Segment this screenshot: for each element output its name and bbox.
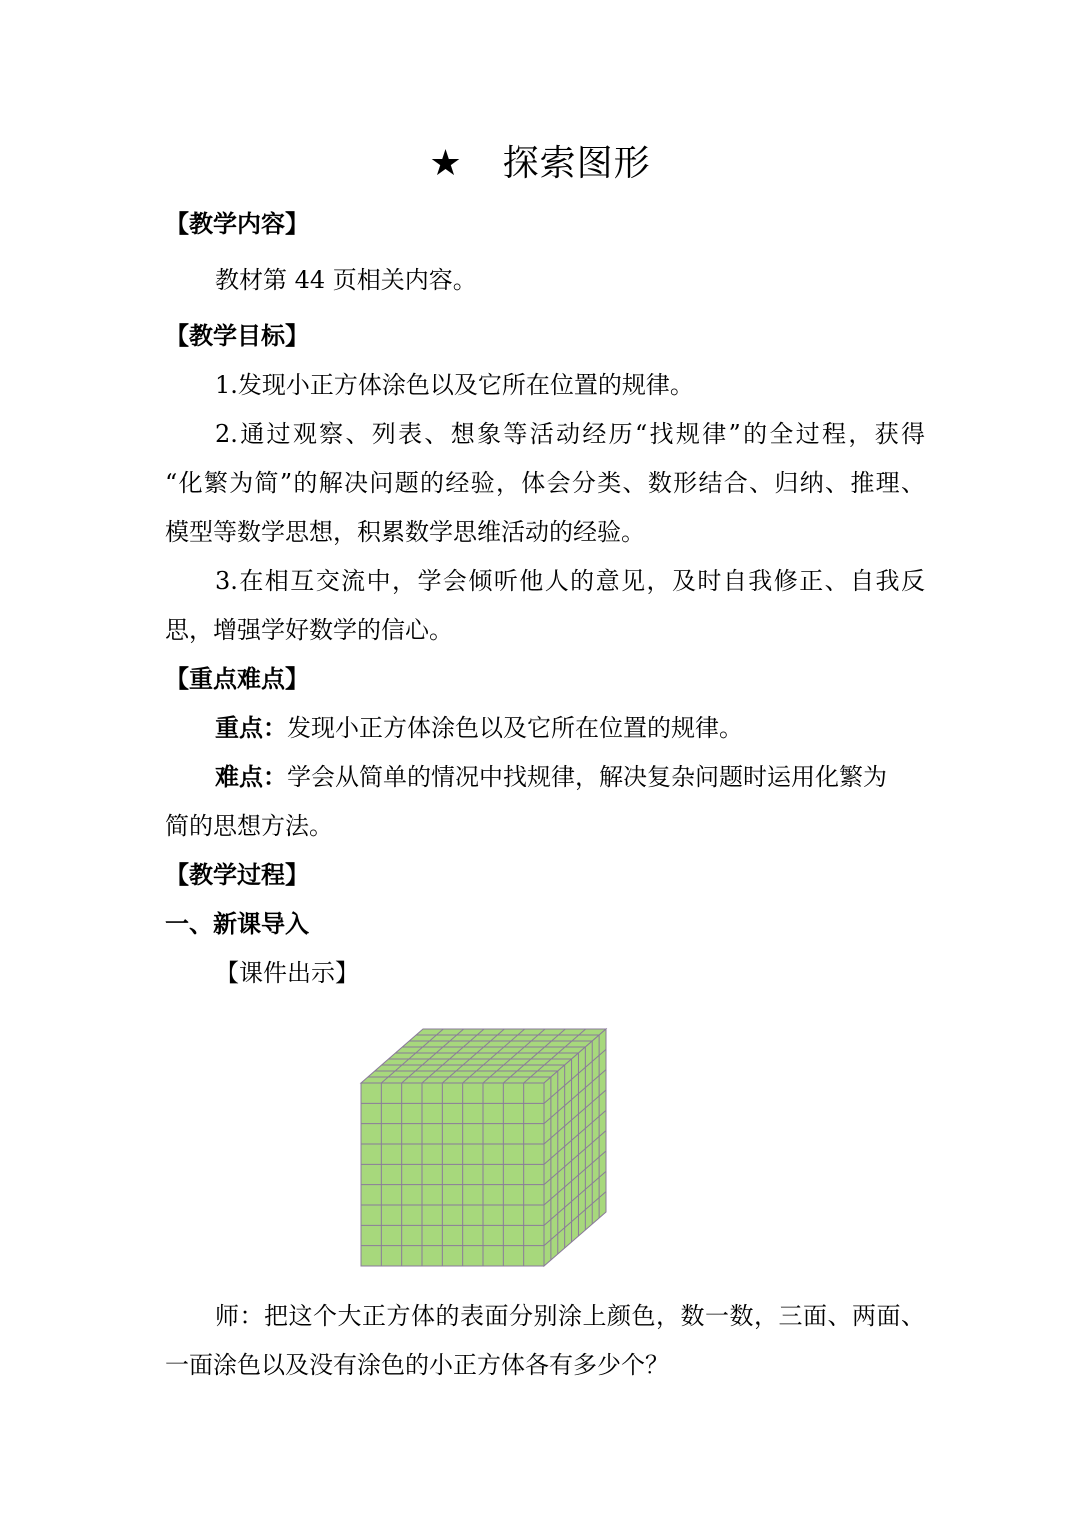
goal-2-line-3: 模型等数学思想，积累数学思维活动的经验。 <box>165 518 645 546</box>
goal-3-line-1: 3.在相互交流中，学会倾听他人的意见，及时自我修正、自我反 <box>215 567 925 595</box>
heading-key-points: 【重点难点】 <box>165 665 309 693</box>
courseware-label: 【课件出示】 <box>215 959 359 987</box>
goal-3-line-2: 思，增强学好数学的信心。 <box>165 616 453 644</box>
goal-2-line-1: 2.通过观察、列表、想象等活动经历“找规律”的全过程，获得 <box>215 420 925 448</box>
key-label: 重点： <box>215 714 287 742</box>
cube-figure <box>355 1025 610 1275</box>
star-icon: ★ <box>429 143 463 184</box>
cube-front-face <box>361 1083 544 1266</box>
content-text: 教材第 44 页相关内容。 <box>215 266 477 294</box>
goal-1: 1.发现小正方体涂色以及它所在位置的规律。 <box>215 371 694 399</box>
difficulty-label: 难点： <box>215 763 287 791</box>
difficulty-line-1 <box>215 759 925 795</box>
difficulty-line-2: 简的思想方法。 <box>165 812 333 840</box>
goal-2-line-2: “化繁为简”的解决问题的经验，体会分类、数形结合、归纳、推理、 <box>165 469 925 497</box>
teacher-line-1: 师：把这个大正方体的表面分别涂上颜色，数一数，三面、两面、 <box>215 1302 925 1330</box>
heading-goals: 【教学目标】 <box>165 322 309 350</box>
title-text: 探索图形 <box>502 143 651 184</box>
key-point <box>215 710 925 746</box>
page-title <box>0 138 1080 190</box>
heading-content: 【教学内容】 <box>165 210 309 238</box>
key-text: 发现小正方体涂色以及它所在位置的规律。 <box>287 714 743 742</box>
teacher-line-2: 一面涂色以及没有涂色的小正方体各有多少个？ <box>165 1351 669 1379</box>
heading-process: 【教学过程】 <box>165 861 309 889</box>
difficulty-text: 学会从简单的情况中找规律，解决复杂问题时运用化繁为 <box>287 763 887 791</box>
part-1-heading: 一、新课导入 <box>165 910 309 938</box>
